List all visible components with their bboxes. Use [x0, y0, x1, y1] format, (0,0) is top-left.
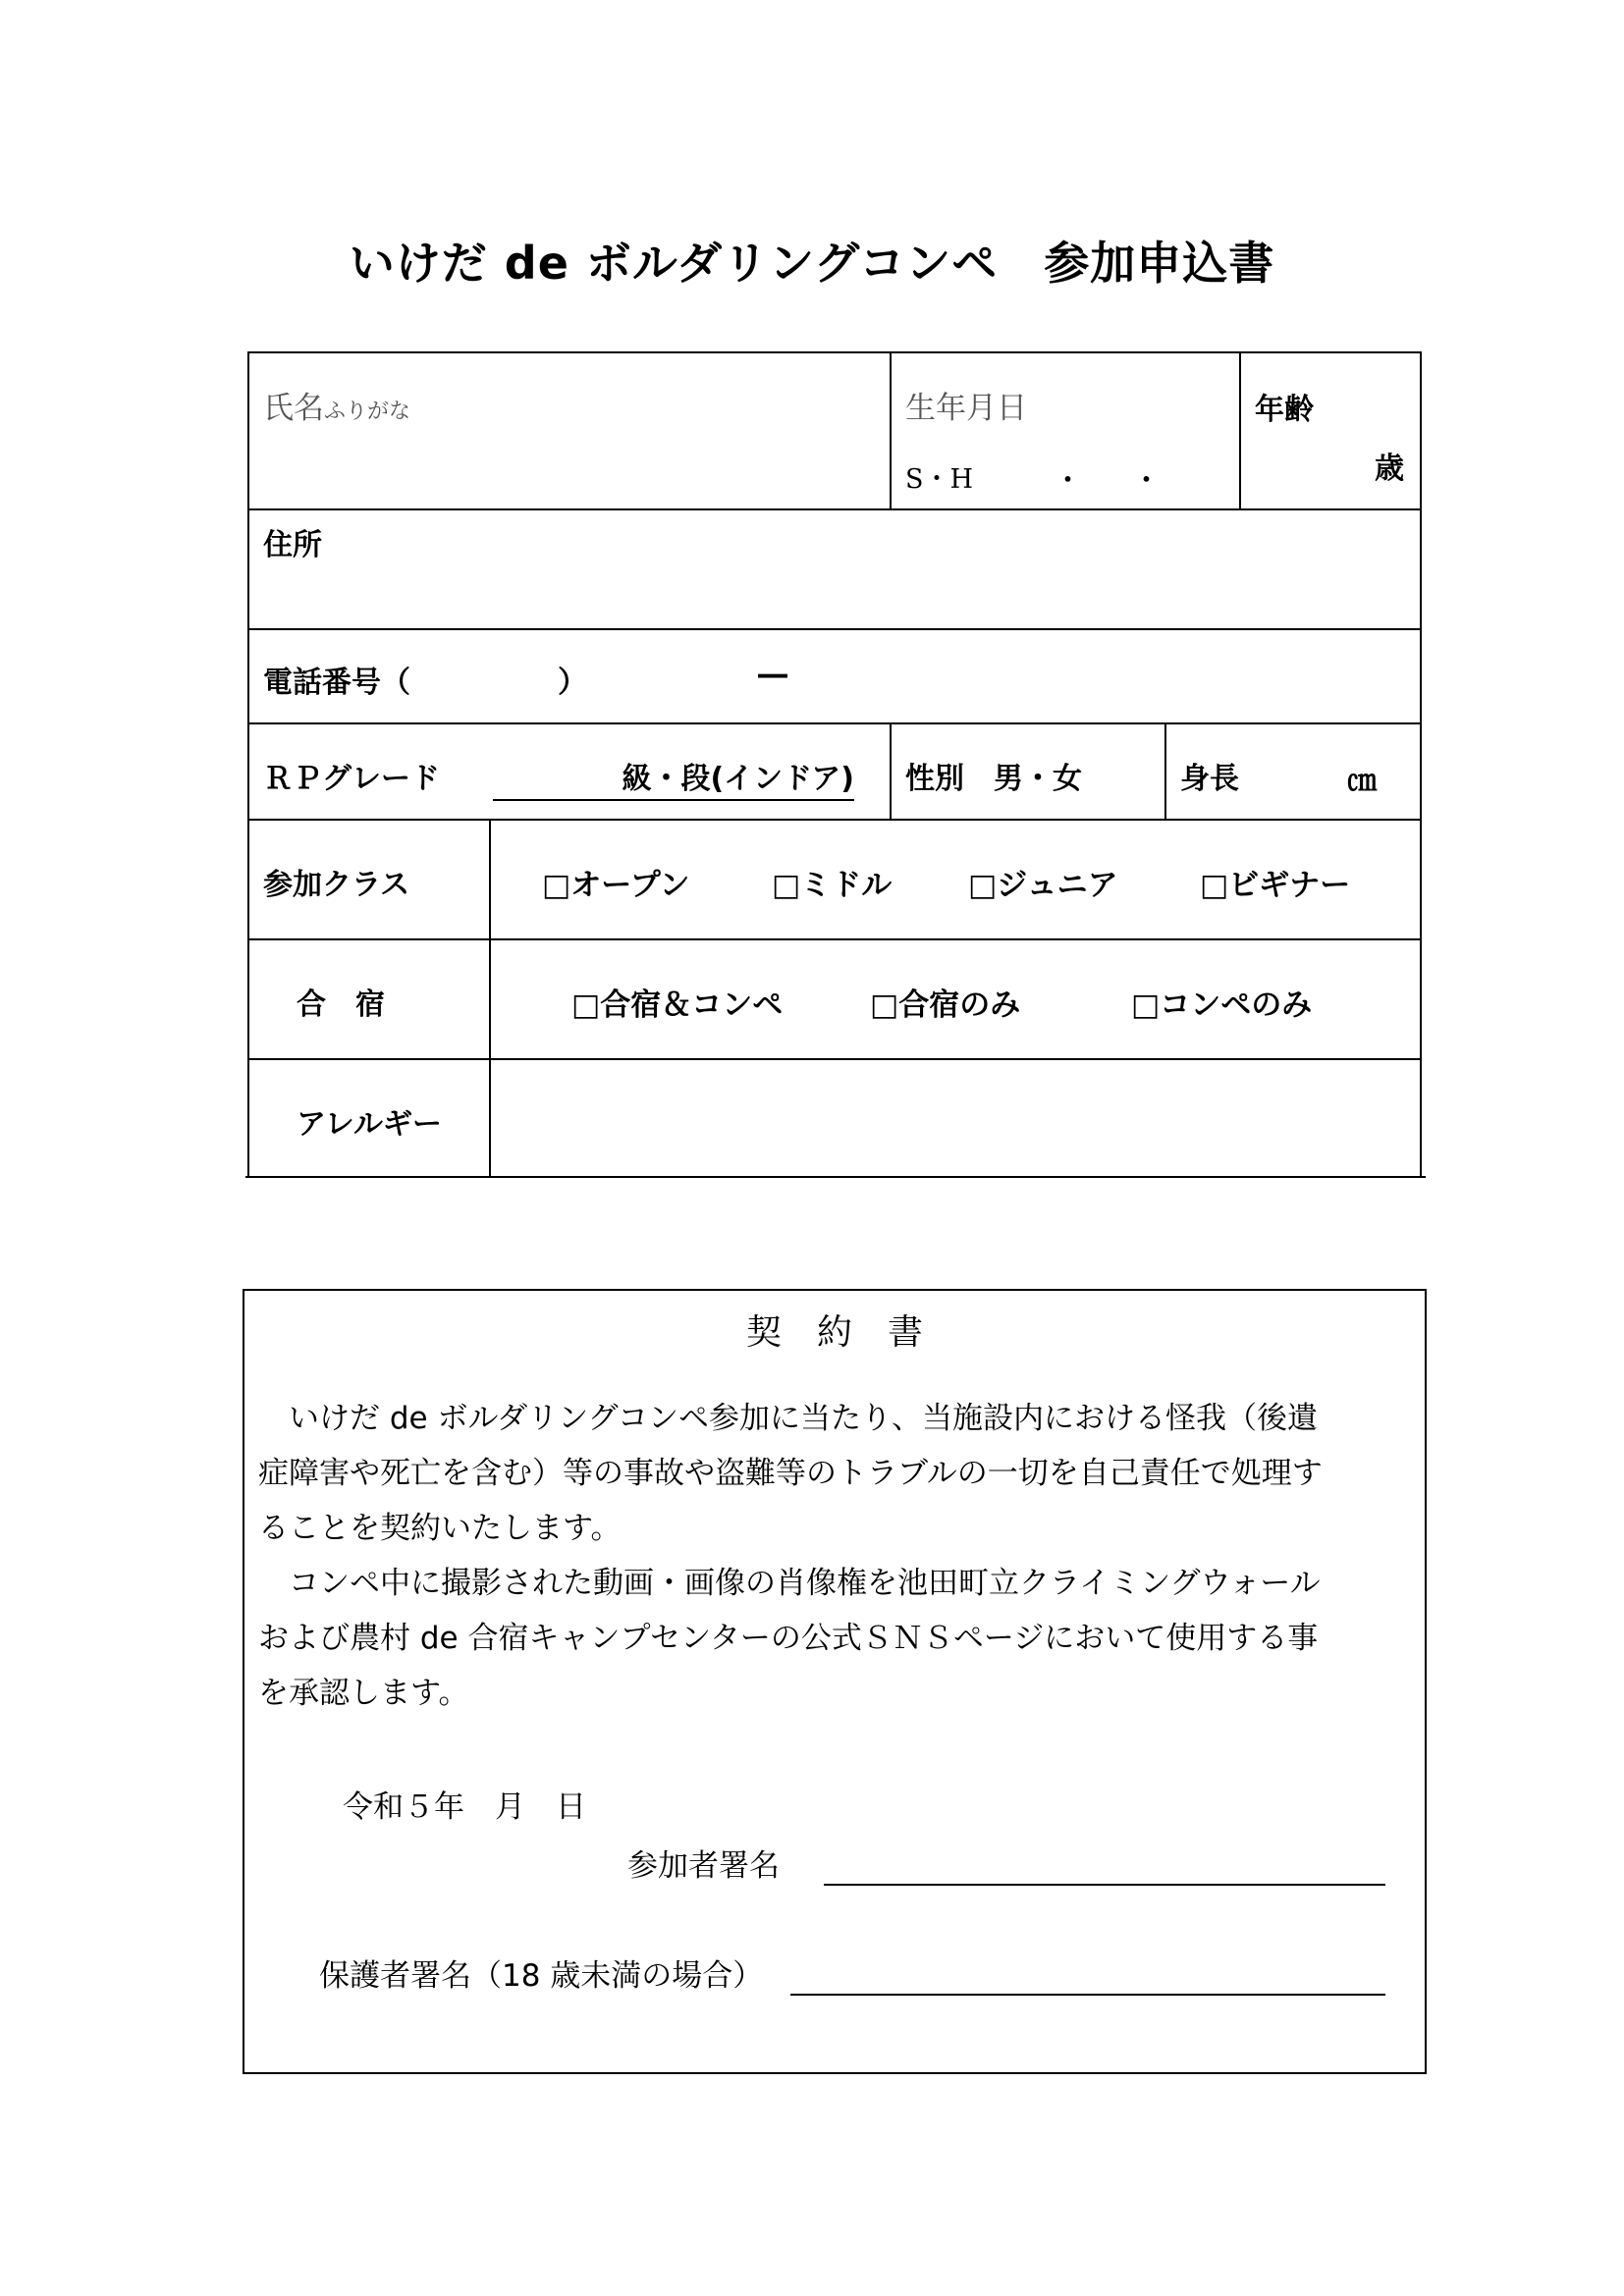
contract-text-line: および農村 de 合宿キャンプセンターの公式ＳＮＳページにおいて使用する事: [258, 1621, 1319, 1656]
birthdate-era: S・H: [905, 464, 974, 495]
grade-field-label: ＲＰグレード: [263, 762, 440, 796]
height-unit: ㎝: [1347, 764, 1377, 798]
class-option-junior[interactable]: □ジュニア: [968, 868, 1118, 903]
contract-date: 令和５年 月 日: [343, 1789, 586, 1825]
allergy-field-label: アレルギー: [297, 1107, 443, 1142]
birthdate-separator: ・: [1131, 463, 1162, 499]
class-option-middle[interactable]: □ミドル: [772, 868, 893, 903]
class-option-beginner[interactable]: □ビギナー: [1200, 868, 1351, 903]
contract-text-line: コンペ中に撮影された動画・画像の肖像権を池田町立クライミングウォール: [258, 1566, 1321, 1601]
participant-signature-line[interactable]: [824, 1884, 1385, 1886]
row-divider: [247, 938, 1422, 940]
table-border-left: [247, 351, 249, 1178]
address-field-label: 住所: [263, 528, 322, 562]
contract-text-line: ることを契約いたします。: [258, 1511, 622, 1546]
col-divider: [1164, 722, 1166, 819]
camp-option-camp-and-compe[interactable]: □合宿＆コンペ: [571, 988, 784, 1023]
name-ruby-label: ふりがな: [324, 400, 411, 424]
guardian-signature-line[interactable]: [790, 1994, 1385, 1996]
row-divider: [247, 722, 1422, 724]
row-divider: [247, 628, 1422, 630]
class-field-label: 参加クラス: [263, 868, 410, 902]
col-divider: [890, 351, 892, 508]
table-border-top: [247, 351, 1422, 353]
table-border-right: [1420, 351, 1422, 1178]
birthdate-field-label: 生年月日: [905, 391, 1027, 426]
page-title: いけだ de ボルダリングコンペ 参加申込書: [349, 237, 1275, 290]
col-divider: [890, 722, 892, 819]
gender-field-label: 性別 男・女: [905, 762, 1082, 796]
camp-option-camp-only[interactable]: □合宿のみ: [870, 988, 1021, 1023]
row-divider: [247, 1058, 1422, 1060]
height-field-label: 身長: [1180, 762, 1239, 796]
contract-text-line: を承認します。: [258, 1676, 469, 1711]
camp-field-label: 合 宿: [297, 988, 385, 1022]
contract-text-line: 症障害や死亡を含む）等の事故や盗難等のトラブルの一切を自己責任で処理す: [258, 1456, 1323, 1491]
participant-signature-label: 参加者署名: [627, 1848, 780, 1884]
row-divider: [247, 508, 1422, 510]
camp-option-compe-only[interactable]: □コンペのみ: [1131, 988, 1313, 1023]
contract-text-line: いけだ de ボルダリングコンペ参加に当たり、当施設内における怪我（後遺: [258, 1401, 1318, 1436]
class-option-open[interactable]: □オープン: [542, 868, 690, 903]
age-unit: 歳: [1375, 452, 1404, 486]
application-form-table: [247, 351, 1422, 1176]
col-divider: [489, 819, 491, 1178]
phone-dash: ―: [758, 658, 787, 692]
row-divider: [247, 819, 1422, 821]
table-border-bottom: [245, 1176, 1426, 1178]
col-divider: [1239, 351, 1241, 508]
phone-close-paren: ）: [558, 666, 587, 700]
birthdate-separator: ・: [1053, 463, 1083, 499]
contract-box: [243, 1289, 1427, 2074]
grade-value: 級・段(インドア): [493, 754, 854, 801]
name-field-label: 氏名ふりがな: [263, 391, 411, 426]
guardian-signature-label: 保護者署名（18 歳未満の場合）: [319, 1958, 764, 1994]
contract-heading: 契 約 書: [745, 1312, 923, 1353]
age-field-label: 年齢: [1255, 393, 1314, 427]
phone-field-label: 電話番号（: [263, 666, 410, 700]
